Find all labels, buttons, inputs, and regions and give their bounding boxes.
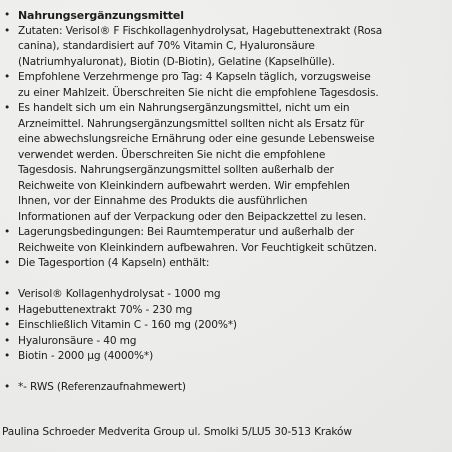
manufacturer-address: Paulina Schroeder Medverita Group ul. Smolki 5/LU5 30-513 Kraków	[2, 426, 352, 438]
spacer	[4, 272, 448, 288]
bullet: •	[4, 226, 11, 238]
nutrient-item	[4, 287, 448, 303]
ingredients-item	[4, 24, 448, 71]
bullet: •	[4, 71, 11, 83]
dosage-item	[4, 70, 448, 101]
bullet: •	[4, 350, 11, 362]
daily-portion-item	[4, 256, 448, 272]
warning-text: Es handelt sich um ein Nahrungsergänzungsmittel, nicht um ein Arzneimittel. Nahrungsergänzungsmittel sollten nicht als Ersatz für eine abwechslungsreiche Ernährung oder eine gesunde Lebensweise verwendet werden. Überschreiten Sie nicht die empfohlene Tagesdosis. Nahrungsergänzungsmittel sollten außerhalb der Reichweite von Kleinkindern aufbewahrt werden. Wir empfehlen Ihnen, vor der Einnahme des Produkts die ausführlichen Informationen auf der Verpackung oder den Beipackzettel zu lesen.	[18, 102, 375, 223]
nutrient-text: Verisol® Kollagenhydrolysat - 1000 mg	[18, 288, 221, 300]
bullet: •	[4, 381, 11, 393]
bullet: •	[4, 24, 11, 37]
nutrient-text: Einschließlich Vitamin C - 160 mg (200%*)	[18, 319, 237, 331]
dosage-text: Empfohlene Verzehrmenge pro Tag: 4 Kapseln täglich, vorzugsweise zu einer Mahlzeit. Überschreiten Sie nicht die empfohlene Tagesdosis.	[18, 71, 379, 99]
storage-text: Lagerungsbedingungen: Bei Raumtemperatur und außerhalb der Reichweite von Kleinkindern aufbewahren. Vor Feuchtigkeit schützen.	[18, 226, 377, 254]
bullet: •	[4, 319, 11, 331]
footnote-text: *- RWS (Referenzaufnahmewert)	[18, 381, 186, 393]
nutrient-text: Hagebuttenextrakt 70% - 230 mg	[18, 303, 193, 316]
footnote-item	[4, 380, 448, 396]
nutrient-text: Hyaluronsäure - 40 mg	[18, 334, 137, 347]
nutrient-item	[4, 334, 448, 350]
label-text-block	[4, 8, 448, 396]
storage-item	[4, 225, 448, 256]
bullet: •	[4, 334, 11, 347]
spacer	[4, 365, 448, 381]
warning-item	[4, 101, 448, 225]
bullet: •	[4, 288, 11, 300]
daily-portion-text: Die Tagesportion (4 Kapseln) enthält:	[18, 257, 210, 269]
bullet: •	[4, 102, 11, 114]
ingredients-text: Zutaten: Verisol® F Fischkollagenhydrolysat, Hagebuttenextrakt (Rosa canina), standardisiert auf 70% Vitamin C, Hyaluronsäure (Natriumhyaluronat), Biotin (D-Biotin), Gelatine (Kapselhülle).	[18, 24, 383, 68]
nutrient-item	[4, 318, 448, 334]
bullet: •	[4, 9, 11, 21]
nutrient-text: Biotin - 2000 µg (4000%*)	[18, 350, 154, 362]
bullet: •	[4, 257, 11, 269]
nutrient-item	[4, 303, 448, 319]
bullet: •	[4, 303, 11, 316]
title-item	[4, 8, 448, 24]
nutrient-item	[4, 349, 448, 365]
product-category-title: Nahrungsergänzungsmittel	[18, 9, 184, 22]
